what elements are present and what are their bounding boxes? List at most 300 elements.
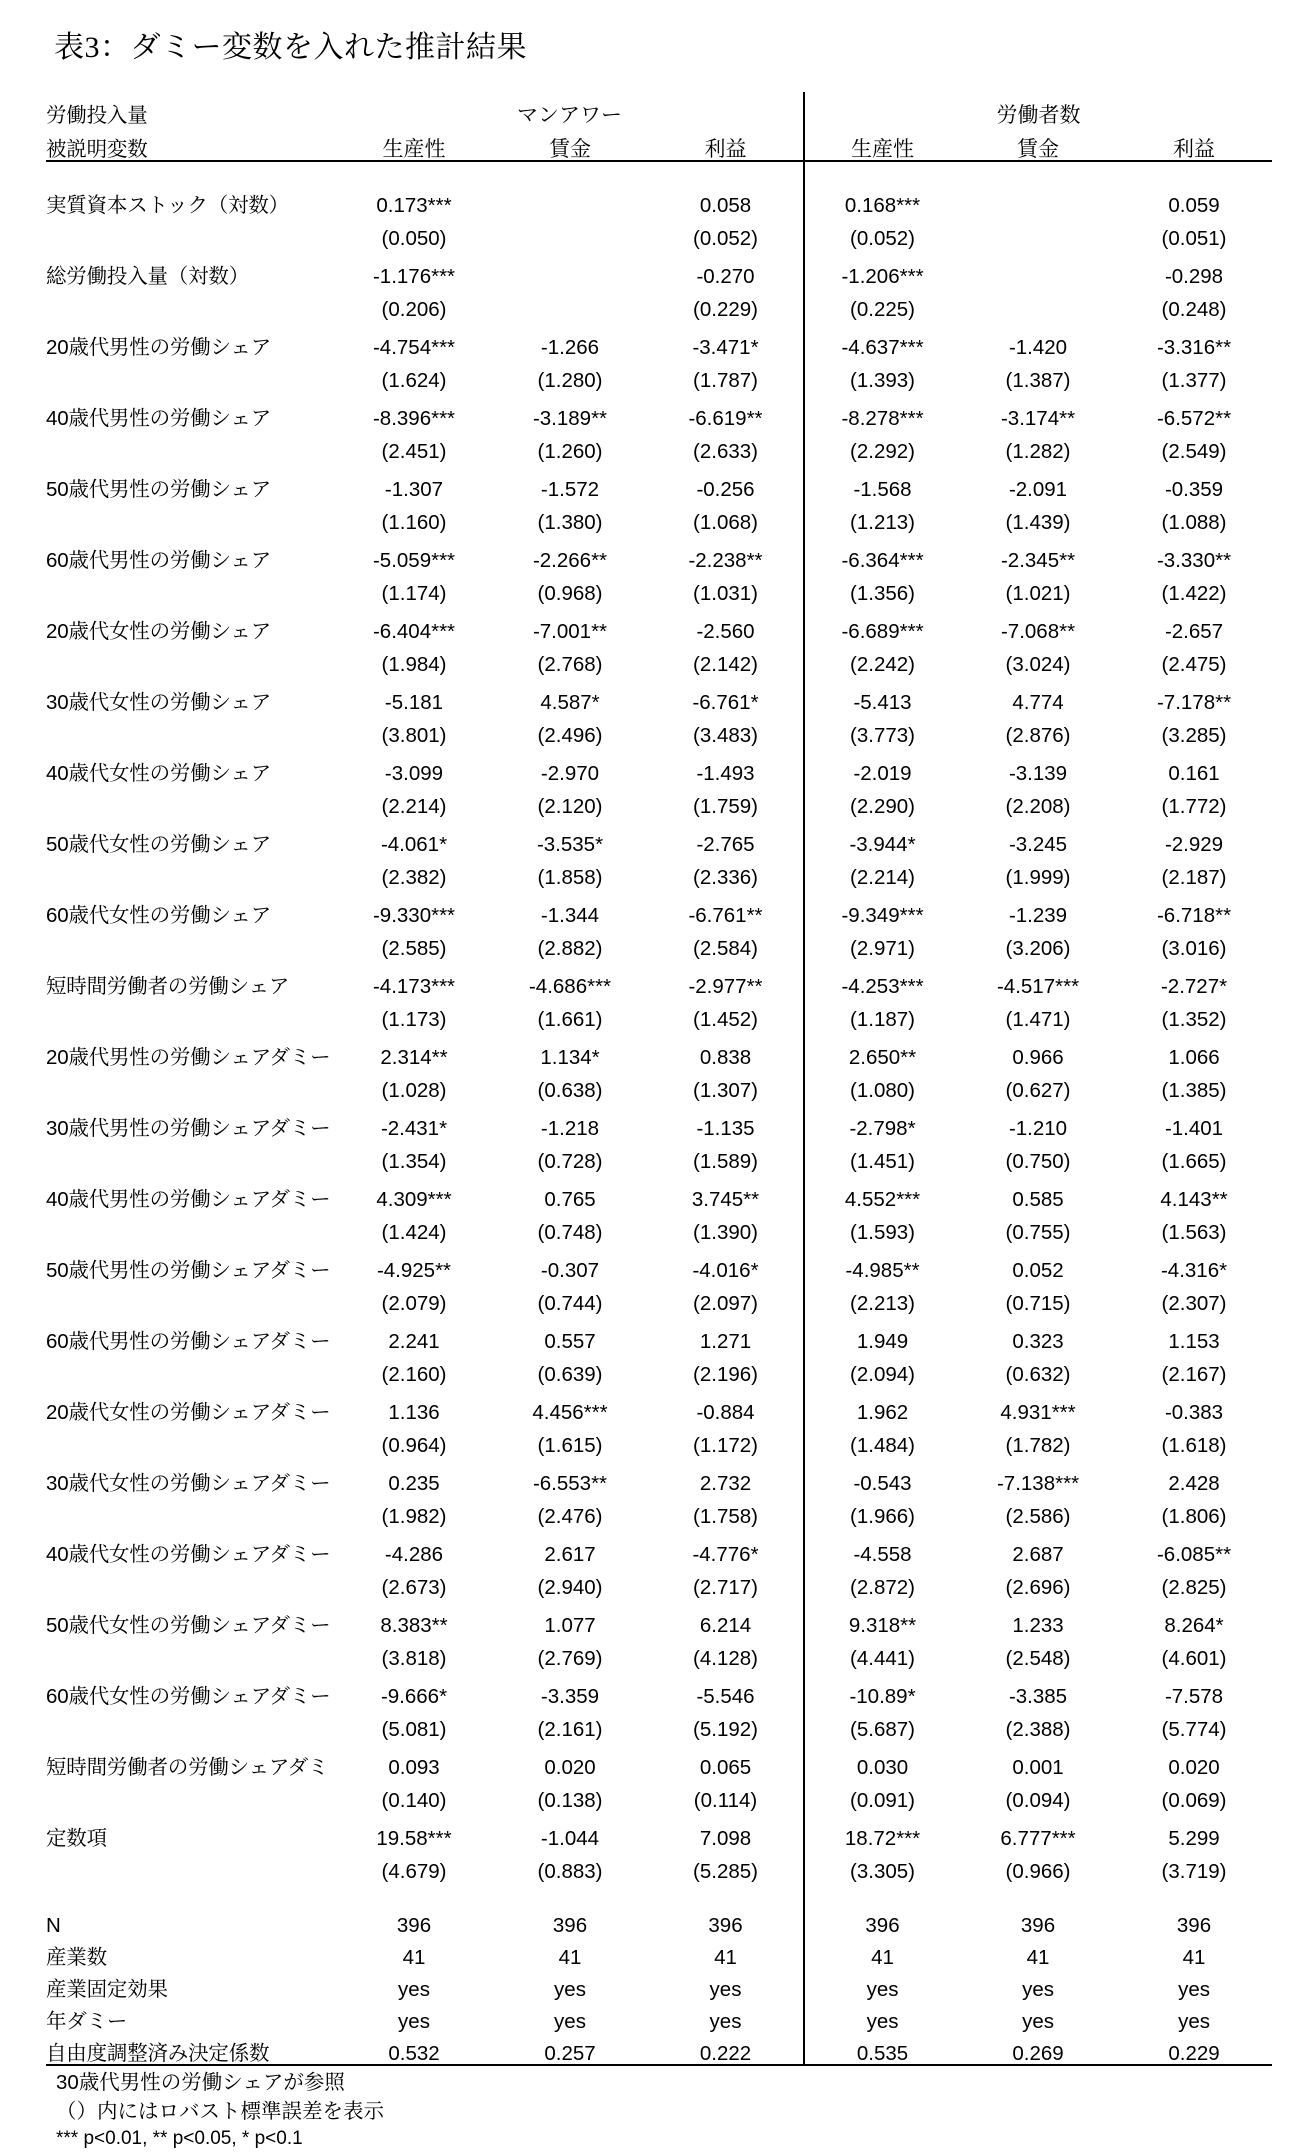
coefficient-cell: -1.401 xyxy=(1164,1116,1224,1140)
table-row xyxy=(46,1598,1272,1636)
standard-error-cell: (0.229) xyxy=(693,297,758,321)
standard-error-cell: (4.441) xyxy=(804,1636,960,1669)
table-row xyxy=(46,1243,1272,1281)
standard-error-cell: (1.452) xyxy=(693,1007,758,1031)
coefficient-cell: -0.307 xyxy=(540,1258,600,1282)
standard-error-cell: (5.192) xyxy=(693,1717,758,1741)
standard-error-cell: (3.305) xyxy=(804,1849,960,1882)
table-row-standard-error xyxy=(46,642,1272,675)
coefficient-cell: -3.174** xyxy=(1000,406,1076,430)
coefficient-cell: 8.264* xyxy=(1164,1613,1224,1637)
standard-error-cell: (0.638) xyxy=(537,1078,603,1102)
spacer xyxy=(46,1882,1272,1904)
coefficient-cell: -0.256 xyxy=(696,477,755,501)
standard-error-cell: (1.088) xyxy=(1161,510,1227,534)
header-dependent-variable-label: 被説明変数 xyxy=(46,137,148,161)
summary-stat-row xyxy=(46,1968,1272,2000)
row-label-blank xyxy=(46,1565,336,1598)
row-label: 30歳代男性の労働シェアダミー xyxy=(46,1116,331,1140)
coefficient-cell: 0.058 xyxy=(699,193,752,217)
table-row xyxy=(46,533,1272,571)
standard-error-cell: (1.390) xyxy=(693,1220,758,1244)
standard-error-cell: (1.593) xyxy=(804,1210,960,1243)
coefficient-cell: 0.052 xyxy=(1012,1258,1064,1282)
column-header-5: 利益 xyxy=(1173,138,1216,161)
standard-error-cell: (1.280) xyxy=(537,368,603,392)
coefficient-cell: 4.309*** xyxy=(376,1187,452,1211)
row-label-blank xyxy=(46,287,336,320)
table-row xyxy=(46,1385,1272,1423)
coefficient-cell: 7.098 xyxy=(699,1826,752,1850)
coefficient-cell: -1.210 xyxy=(1008,1116,1068,1140)
standard-error-cell: (1.966) xyxy=(804,1494,960,1527)
row-label: 30歳代女性の労働シェアダミー xyxy=(46,1471,331,1495)
coefficient-cell: 0.059 xyxy=(1168,193,1220,217)
coefficient-cell: -1.176*** xyxy=(372,264,456,288)
coefficient-cell: -6.553** xyxy=(532,1471,608,1495)
standard-error-cell: (1.282) xyxy=(1005,439,1071,463)
table-row-standard-error xyxy=(46,1707,1272,1740)
stat-value: yes xyxy=(1022,1977,1054,2001)
table-row-standard-error xyxy=(46,358,1272,391)
coefficient-cell: -4.776* xyxy=(692,1542,759,1566)
coefficient-cell: 18.72*** xyxy=(804,1811,960,1849)
standard-error-cell: (0.964) xyxy=(381,1433,447,1457)
standard-error-cell: (0.052) xyxy=(804,216,960,249)
standard-error-cell: (4.679) xyxy=(381,1859,447,1883)
standard-error-cell: (1.160) xyxy=(381,510,447,534)
coefficient-cell: 2.732 xyxy=(699,1471,752,1495)
row-label-blank xyxy=(46,713,336,746)
coefficient-cell: 1.962 xyxy=(804,1385,960,1423)
coefficient-cell: -2.431* xyxy=(380,1116,448,1140)
standard-error-cell: (2.496) xyxy=(537,723,603,747)
coefficient-cell: -0.884 xyxy=(696,1400,755,1424)
coefficient-cell: -2.657 xyxy=(1164,619,1224,643)
stat-value: 41 xyxy=(1026,1945,1050,1969)
stat-label: N xyxy=(46,1913,61,1937)
standard-error-cell: (0.966) xyxy=(1005,1859,1071,1883)
coefficient-cell: -2.091 xyxy=(1008,477,1068,501)
coefficient-cell: -4.985** xyxy=(804,1243,960,1281)
stat-label: 自由度調整済み決定係数 xyxy=(46,2041,270,2065)
coefficient-cell: 9.318** xyxy=(804,1598,960,1636)
coefficient-cell: -4.754*** xyxy=(372,335,456,359)
standard-error-cell: (4.128) xyxy=(693,1646,758,1670)
table-row xyxy=(46,462,1272,500)
row-label: 20歳代男性の労働シェア xyxy=(46,335,271,359)
table-row xyxy=(46,817,1272,855)
standard-error-cell: (1.021) xyxy=(1005,581,1071,605)
table-row xyxy=(46,249,1272,287)
coefficient-cell: 1.271 xyxy=(699,1329,752,1353)
column-header-2: 利益 xyxy=(704,138,747,161)
standard-error-cell: (1.563) xyxy=(1161,1220,1227,1244)
header-group-row xyxy=(46,92,1272,126)
summary-stat-row xyxy=(46,2032,1272,2065)
standard-error-cell: (2.292) xyxy=(804,429,960,462)
standard-error-cell: (2.548) xyxy=(1005,1646,1071,1670)
coefficient-cell: -3.316** xyxy=(1156,335,1232,359)
stat-label: 産業数 xyxy=(46,1945,107,1969)
coefficient-cell: -2.266** xyxy=(532,548,608,572)
coefficient-cell: -4.925** xyxy=(376,1258,452,1282)
row-label-blank xyxy=(46,1423,336,1456)
table-row-standard-error xyxy=(46,1210,1272,1243)
coefficient-cell: 1.077 xyxy=(544,1613,596,1637)
row-label: 50歳代男性の労働シェアダミー xyxy=(46,1258,331,1282)
standard-error-cell: (2.940) xyxy=(537,1575,603,1599)
standard-error-cell: (0.248) xyxy=(1161,297,1227,321)
row-label-blank xyxy=(46,500,336,533)
coefficient-cell: -3.385 xyxy=(1008,1684,1068,1708)
standard-error-cell: (5.774) xyxy=(1161,1717,1227,1741)
coefficient-cell: 4.587* xyxy=(540,690,600,714)
coefficient-cell: -1.206*** xyxy=(804,249,960,287)
standard-error-cell: (1.260) xyxy=(537,439,603,463)
table-row-standard-error xyxy=(46,1139,1272,1172)
note-significance: *** p<0.01, ** p<0.05, * p<0.1 xyxy=(56,2128,303,2150)
coefficient-cell: 2.241 xyxy=(388,1329,440,1353)
table-row xyxy=(46,675,1272,713)
standard-error-cell: (0.052) xyxy=(693,226,758,250)
standard-error-cell: (1.451) xyxy=(804,1139,960,1172)
standard-error-cell: (2.307) xyxy=(1161,1291,1227,1315)
coefficient-cell: 2.314** xyxy=(380,1045,448,1069)
coefficient-cell: -3.139 xyxy=(1008,761,1068,785)
stat-value: 0.229 xyxy=(1168,2041,1220,2065)
stat-value: 396 xyxy=(1020,1913,1056,1937)
standard-error-cell: (1.439) xyxy=(1005,510,1071,534)
coefficient-cell: -7.068** xyxy=(1000,619,1076,643)
standard-error-cell: (2.717) xyxy=(693,1575,758,1599)
row-label: 総労働投入量（対数） xyxy=(46,264,249,288)
column-header-3: 生産性 xyxy=(804,126,960,160)
stat-value: 0.535 xyxy=(804,2032,960,2065)
standard-error-cell: (1.787) xyxy=(693,368,758,392)
standard-error-cell: (1.615) xyxy=(537,1433,603,1457)
coefficient-cell: -5.059*** xyxy=(372,548,456,572)
standard-error-cell: (2.451) xyxy=(381,439,447,463)
standard-error-cell: (2.586) xyxy=(1005,1504,1071,1528)
standard-error-cell: (2.213) xyxy=(804,1281,960,1314)
row-label: 20歳代女性の労働シェアダミー xyxy=(46,1400,331,1424)
table-row-standard-error xyxy=(46,1565,1272,1598)
row-label: 60歳代男性の労働シェア xyxy=(46,548,271,572)
coefficient-cell: -3.944* xyxy=(804,817,960,855)
standard-error-cell: (2.079) xyxy=(381,1291,447,1315)
stat-value: 0.532 xyxy=(388,2041,440,2065)
table-row xyxy=(46,604,1272,642)
coefficient-cell: 0.765 xyxy=(544,1187,596,1211)
coefficient-cell: -4.558 xyxy=(804,1527,960,1565)
standard-error-cell: (2.872) xyxy=(804,1565,960,1598)
table-row xyxy=(46,1669,1272,1707)
standard-error-cell: (2.187) xyxy=(1161,865,1227,889)
table-row-standard-error xyxy=(46,1281,1272,1314)
standard-error-cell: (2.673) xyxy=(381,1575,447,1599)
standard-error-cell: (1.213) xyxy=(804,500,960,533)
group-header-workers: 労働者数 xyxy=(804,92,1272,126)
standard-error-cell: (0.140) xyxy=(381,1788,447,1812)
coefficient-cell: -1.266 xyxy=(540,335,600,359)
coefficient-cell: -4.061* xyxy=(380,832,448,856)
stat-value: yes xyxy=(1022,2009,1054,2033)
standard-error-cell: (0.206) xyxy=(381,297,447,321)
coefficient-cell: -3.471* xyxy=(692,335,759,359)
table-row xyxy=(46,1101,1272,1139)
standard-error-cell: (0.632) xyxy=(1005,1362,1071,1386)
standard-error-cell: (2.971) xyxy=(804,926,960,959)
row-label-blank xyxy=(46,571,336,604)
standard-error-cell: (1.377) xyxy=(1161,368,1227,392)
column-header-4: 賃金 xyxy=(1017,138,1060,161)
table-row-standard-error xyxy=(46,1423,1272,1456)
row-label-blank xyxy=(46,784,336,817)
table-row-standard-error xyxy=(46,1636,1272,1669)
stat-value: 396 xyxy=(804,1904,960,1936)
row-label-blank xyxy=(46,1707,336,1740)
standard-error-cell: (0.748) xyxy=(537,1220,603,1244)
coefficient-cell: 0.161 xyxy=(1168,761,1220,785)
standard-error-cell: (1.031) xyxy=(693,581,758,605)
standard-error-cell: (2.094) xyxy=(804,1352,960,1385)
standard-error-cell: (1.759) xyxy=(693,794,758,818)
coefficient-cell: -9.666* xyxy=(380,1684,448,1708)
coefficient-cell: -4.173*** xyxy=(372,974,456,998)
coefficient-cell: 0.001 xyxy=(1012,1755,1064,1779)
row-label-blank xyxy=(46,1494,336,1527)
row-label: 40歳代女性の労働シェアダミー xyxy=(46,1542,331,1566)
row-label-blank xyxy=(46,1281,336,1314)
standard-error-cell: (2.290) xyxy=(804,784,960,817)
row-label-blank xyxy=(46,997,336,1030)
row-label: 60歳代女性の労働シェアダミー xyxy=(46,1684,331,1708)
coefficient-cell: -6.619** xyxy=(688,406,763,430)
row-label-blank xyxy=(46,429,336,462)
coefficient-cell: -1.307 xyxy=(384,477,444,501)
coefficient-cell: -6.404*** xyxy=(372,619,456,643)
table-row xyxy=(46,320,1272,358)
coefficient-cell: 4.931*** xyxy=(1000,1400,1076,1424)
standard-error-cell: (5.081) xyxy=(381,1717,447,1741)
table-row-standard-error xyxy=(46,855,1272,888)
coefficient-cell: -5.413 xyxy=(804,675,960,713)
standard-error-cell: (3.285) xyxy=(1161,723,1227,747)
row-label: 50歳代女性の労働シェア xyxy=(46,832,271,856)
row-label: 20歳代女性の労働シェア xyxy=(46,619,271,643)
coefficient-cell: 19.58*** xyxy=(376,1826,452,1850)
coefficient-cell: -7.178** xyxy=(1156,690,1232,714)
note-reference: 30歳代男性の労働シェアが参照 xyxy=(56,2071,345,2094)
standard-error-cell: (4.601) xyxy=(1161,1646,1227,1670)
table-notes xyxy=(46,2068,1272,2153)
standard-error-cell: (3.483) xyxy=(693,723,758,747)
standard-error-cell: (1.589) xyxy=(693,1149,758,1173)
coefficient-cell: -7.578 xyxy=(1164,1684,1224,1708)
coefficient-cell: 1.134* xyxy=(540,1045,600,1069)
standard-error-cell: (1.352) xyxy=(1161,1007,1227,1031)
row-label: 定数項 xyxy=(46,1826,107,1850)
table-row-standard-error xyxy=(46,429,1272,462)
standard-error-cell xyxy=(960,216,1116,249)
standard-error-cell: (2.214) xyxy=(381,794,447,818)
table-row-standard-error xyxy=(46,997,1272,1030)
coefficient-cell: 1.153 xyxy=(1168,1329,1220,1353)
standard-error-cell: (1.806) xyxy=(1161,1504,1227,1528)
coefficient-cell: -6.761* xyxy=(692,690,759,714)
row-label-blank xyxy=(46,1068,336,1101)
coefficient-cell: 0.235 xyxy=(388,1471,440,1495)
row-label: 20歳代男性の労働シェアダミー xyxy=(46,1045,331,1069)
stat-value: 41 xyxy=(1182,1945,1206,1969)
table-row xyxy=(46,746,1272,784)
coefficient-cell: 0.168*** xyxy=(804,178,960,216)
row-label: 60歳代女性の労働シェア xyxy=(46,903,271,927)
standard-error-cell: (1.307) xyxy=(693,1078,758,1102)
coefficient-cell: -2.238** xyxy=(688,548,763,572)
stat-value: yes xyxy=(554,2009,586,2033)
standard-error-cell: (2.768) xyxy=(537,652,603,676)
standard-error-cell: (0.091) xyxy=(804,1778,960,1811)
coefficient-cell: -1.218 xyxy=(540,1116,600,1140)
standard-error-cell: (0.755) xyxy=(1005,1220,1071,1244)
note-standard-errors: （）内にはロバスト標準誤差を表示 xyxy=(56,2100,384,2124)
standard-error-cell: (0.968) xyxy=(537,581,603,605)
table-row xyxy=(46,1172,1272,1210)
coefficient-cell: -5.546 xyxy=(696,1684,755,1708)
standard-error-cell: (5.687) xyxy=(804,1707,960,1740)
stat-value: yes xyxy=(804,1968,960,2000)
coefficient-cell: -6.085** xyxy=(1156,1542,1232,1566)
column-header-0: 生産性 xyxy=(382,138,446,161)
stat-value: 41 xyxy=(804,1936,960,1968)
standard-error-cell: (1.661) xyxy=(537,1007,603,1031)
standard-error-cell: (2.161) xyxy=(537,1717,603,1741)
standard-error-cell: (2.196) xyxy=(693,1362,758,1386)
standard-error-cell: (1.174) xyxy=(381,581,447,605)
standard-error-cell: (2.476) xyxy=(537,1504,603,1528)
standard-error-cell: (2.876) xyxy=(1005,723,1071,747)
standard-error-cell: (2.584) xyxy=(693,936,758,960)
standard-error-cell: (2.549) xyxy=(1161,439,1227,463)
standard-error-cell: (2.882) xyxy=(537,936,603,960)
coefficient-cell: -0.383 xyxy=(1164,1400,1224,1424)
standard-error-cell: (2.633) xyxy=(693,439,758,463)
coefficient-cell: -4.286 xyxy=(384,1542,444,1566)
coefficient-cell: -9.330*** xyxy=(372,903,456,927)
coefficient-cell: 5.299 xyxy=(1168,1826,1220,1850)
coefficient-cell: -1.044 xyxy=(540,1826,600,1850)
standard-error-cell: (3.719) xyxy=(1161,1859,1227,1883)
row-label: 短時間労働者の労働シェアダミ xyxy=(46,1755,329,1779)
summary-stat-row xyxy=(46,1904,1272,1936)
coefficient-cell: 4.456*** xyxy=(532,1400,608,1424)
standard-error-cell: (2.769) xyxy=(537,1646,603,1670)
coefficient-cell: -4.016* xyxy=(692,1258,759,1282)
standard-error-cell: (0.138) xyxy=(537,1788,603,1812)
standard-error-cell: (1.387) xyxy=(1005,368,1071,392)
coefficient-cell: -1.493 xyxy=(696,761,755,785)
coefficient-cell: -2.019 xyxy=(804,746,960,784)
standard-error-cell: (5.285) xyxy=(693,1859,758,1883)
table-row-standard-error xyxy=(46,713,1272,746)
table-row-standard-error xyxy=(46,1849,1272,1882)
standard-error-cell: (0.050) xyxy=(381,226,447,250)
standard-error-cell: (1.618) xyxy=(1161,1433,1227,1457)
table-row xyxy=(46,1314,1272,1352)
coefficient-cell: -1.344 xyxy=(540,903,600,927)
standard-error-cell: (0.114) xyxy=(693,1788,758,1812)
coefficient-cell: -0.298 xyxy=(1164,264,1224,288)
stat-value: 41 xyxy=(714,1945,737,1969)
coefficient-cell xyxy=(492,178,648,216)
coefficient-cell: 0.020 xyxy=(1168,1755,1220,1779)
coefficient-cell: -9.349*** xyxy=(804,888,960,926)
coefficient-cell: -0.543 xyxy=(804,1456,960,1494)
standard-error-cell: (0.051) xyxy=(1161,226,1227,250)
standard-error-cell: (1.471) xyxy=(1005,1007,1071,1031)
standard-error-cell: (2.208) xyxy=(1005,794,1071,818)
coefficient-cell: 2.617 xyxy=(544,1542,596,1566)
coefficient-cell: -3.099 xyxy=(384,761,444,785)
coefficient-cell: -4.316* xyxy=(1160,1258,1228,1282)
stat-value: 396 xyxy=(1176,1913,1212,1937)
standard-error-cell: (1.984) xyxy=(381,652,447,676)
standard-error-cell: (2.097) xyxy=(693,1291,758,1315)
coefficient-cell: -1.135 xyxy=(696,1116,755,1140)
coefficient-cell: 4.552*** xyxy=(804,1172,960,1210)
coefficient-cell: 0.838 xyxy=(699,1045,752,1069)
stat-value: 396 xyxy=(396,1913,432,1937)
stat-value: yes xyxy=(398,2009,430,2033)
coefficient-cell: -2.929 xyxy=(1164,832,1224,856)
stat-value: 396 xyxy=(552,1913,588,1937)
coefficient-cell: -1.568 xyxy=(804,462,960,500)
coefficient-cell: -2.970 xyxy=(540,761,600,785)
standard-error-cell: (2.120) xyxy=(537,794,603,818)
coefficient-cell: -2.560 xyxy=(696,619,755,643)
standard-error-cell: (0.639) xyxy=(537,1362,603,1386)
row-label-blank xyxy=(46,1849,336,1882)
standard-error-cell: (2.242) xyxy=(804,642,960,675)
table-row xyxy=(46,1811,1272,1849)
coefficient-cell: -3.535* xyxy=(536,832,604,856)
table-row-standard-error xyxy=(46,287,1272,320)
coefficient-cell: -7.138*** xyxy=(996,1471,1080,1495)
standard-error-cell: (2.142) xyxy=(693,652,758,676)
row-label-blank xyxy=(46,358,336,391)
row-label: 40歳代男性の労働シェアダミー xyxy=(46,1187,331,1211)
coefficient-cell: -3.245 xyxy=(1008,832,1068,856)
row-label: 50歳代女性の労働シェアダミー xyxy=(46,1613,331,1637)
row-label: 30歳代女性の労働シェア xyxy=(46,690,271,714)
coefficient-cell: -4.253*** xyxy=(804,959,960,997)
table-row xyxy=(46,1740,1272,1778)
row-label-blank xyxy=(46,1636,336,1669)
standard-error-cell: (2.388) xyxy=(1005,1717,1071,1741)
coefficient-cell: 1.949 xyxy=(804,1314,960,1352)
coefficient-cell: -6.718** xyxy=(1156,903,1232,927)
table-row-standard-error xyxy=(46,500,1272,533)
table-row-standard-error xyxy=(46,1068,1272,1101)
standard-error-cell: (1.028) xyxy=(381,1078,447,1102)
standard-error-cell: (1.422) xyxy=(1161,581,1227,605)
stat-value: 41 xyxy=(402,1945,426,1969)
standard-error-cell: (0.750) xyxy=(1005,1149,1071,1173)
standard-error-cell: (2.825) xyxy=(1161,1575,1227,1599)
coefficient-cell: -7.001** xyxy=(532,619,608,643)
